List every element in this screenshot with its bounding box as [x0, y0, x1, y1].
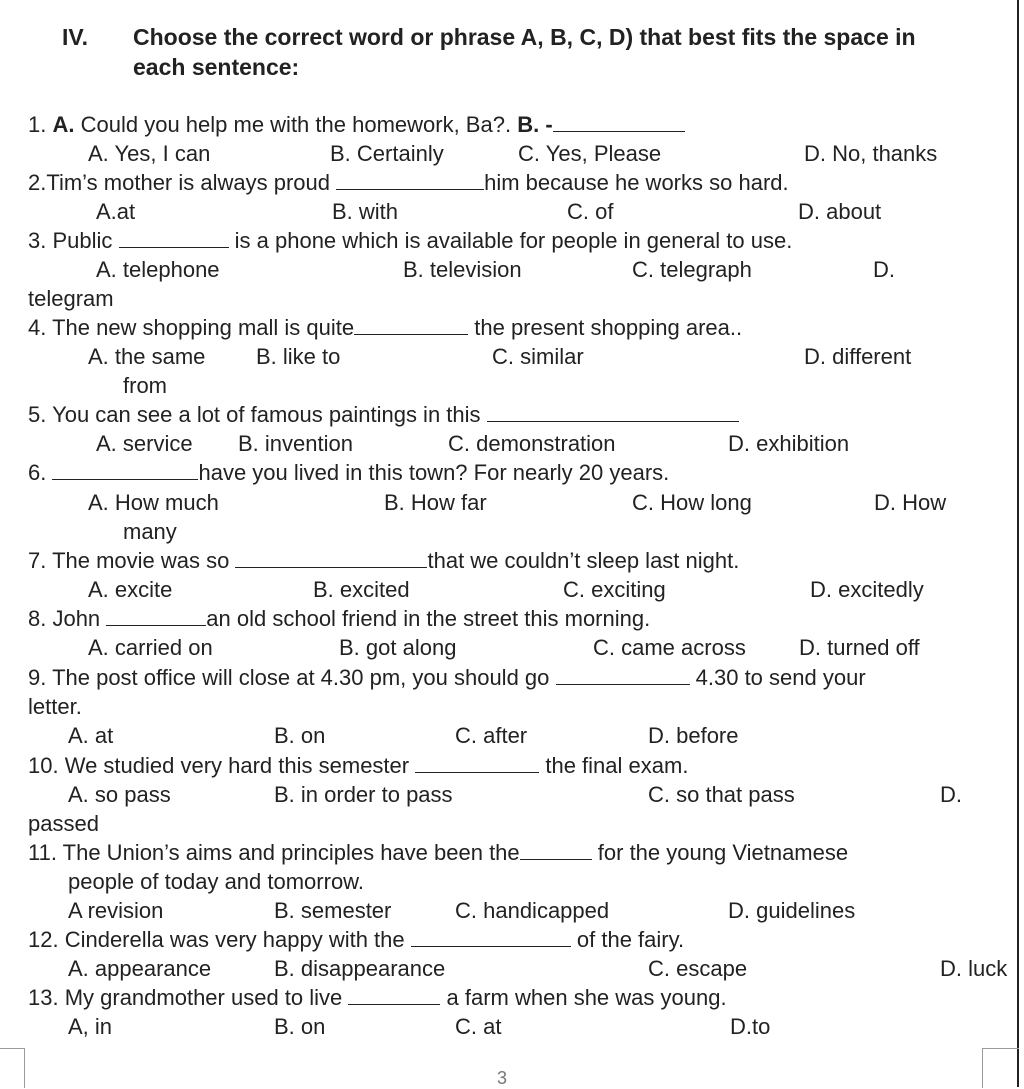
- option-a[interactable]: A. carried on: [88, 635, 213, 660]
- answer-blank[interactable]: [52, 461, 198, 480]
- option-a[interactable]: A. so pass: [68, 782, 171, 807]
- option-d[interactable]: D. turned off: [799, 635, 920, 660]
- question-7: 7. The movie was so that we couldn’t sleep last night.: [28, 548, 740, 573]
- option-d[interactable]: D. about: [798, 199, 882, 224]
- option-b[interactable]: B. like to: [256, 344, 341, 369]
- option-a[interactable]: A, in: [68, 1014, 113, 1039]
- option-c[interactable]: C. telegraph: [632, 257, 752, 282]
- section-instruction-line1: Choose the correct word or phrase A, B, C, D) that best fits the space in: [133, 24, 916, 50]
- option-d[interactable]: D. different: [804, 344, 912, 369]
- option-d[interactable]: D. luck: [940, 956, 1008, 981]
- option-b[interactable]: B. excited: [313, 577, 410, 602]
- option-b[interactable]: B. How far: [384, 490, 487, 515]
- option-a[interactable]: A. telephone: [96, 257, 220, 282]
- option-c[interactable]: C. so that pass: [648, 782, 795, 807]
- option-b[interactable]: B. on: [274, 723, 326, 748]
- question-9-continued: letter.: [28, 694, 82, 719]
- page-number: 3: [497, 1068, 508, 1088]
- answer-blank[interactable]: [106, 607, 206, 626]
- answer-blank[interactable]: [415, 754, 539, 773]
- option-c[interactable]: C. escape: [648, 956, 748, 981]
- option-d[interactable]: D. How: [874, 490, 947, 515]
- option-b[interactable]: B. semester: [274, 898, 392, 923]
- option-c[interactable]: C. exciting: [563, 577, 666, 602]
- option-c[interactable]: C. similar: [492, 344, 584, 369]
- option-d[interactable]: D.: [940, 782, 962, 807]
- option-a[interactable]: A. excite: [88, 577, 173, 602]
- question-1: 1. A. Could you help me with the homework, Ba?. B. -: [28, 112, 685, 138]
- option-d[interactable]: D. No, thanks: [804, 141, 938, 166]
- option-a[interactable]: A. How much: [88, 490, 219, 515]
- option-c[interactable]: C. handicapped: [455, 898, 610, 923]
- option-d-continued: many: [123, 519, 177, 544]
- option-a[interactable]: A. service: [96, 431, 193, 456]
- option-d[interactable]: D. guidelines: [728, 898, 856, 923]
- question-4: 4. The new shopping mall is quite the present shopping area..: [28, 315, 743, 340]
- question-12: 12. Cinderella was very happy with the of the fairy.: [28, 927, 685, 952]
- option-b[interactable]: B. invention: [238, 431, 353, 456]
- question-8: 8. John an old school friend in the street this morning.: [28, 606, 651, 631]
- question-11: 11. The Union’s aims and principles have been the for the young Vietnamese: [28, 840, 849, 865]
- option-c[interactable]: C. of: [567, 199, 614, 224]
- option-b[interactable]: B. got along: [339, 635, 457, 660]
- option-a[interactable]: A. Yes, I can: [88, 141, 211, 166]
- answer-blank[interactable]: [348, 986, 440, 1005]
- option-d-continued: from: [123, 373, 167, 398]
- question-9: 9. The post office will close at 4.30 pm, you should go 4.30 to send your: [28, 665, 866, 690]
- question-2: 2.Tim’s mother is always proud him because he works so hard.: [28, 170, 789, 195]
- answer-blank[interactable]: [235, 549, 427, 568]
- option-c[interactable]: C. Yes, Please: [518, 141, 662, 166]
- option-a[interactable]: A revision: [68, 898, 164, 923]
- option-a[interactable]: A. at: [68, 723, 114, 748]
- answer-blank[interactable]: [411, 928, 571, 947]
- option-b[interactable]: B. on: [274, 1014, 326, 1039]
- question-5: 5. You can see a lot of famous paintings in this: [28, 402, 739, 428]
- section-instruction-line2: each sentence:: [133, 54, 300, 80]
- option-c[interactable]: C. came across: [593, 635, 746, 660]
- option-d[interactable]: D. excitedly: [810, 577, 924, 602]
- option-a[interactable]: A. appearance: [68, 956, 212, 981]
- option-d[interactable]: D. exhibition: [728, 431, 850, 456]
- option-c[interactable]: C. at: [455, 1014, 502, 1039]
- answer-blank[interactable]: [119, 229, 229, 248]
- option-a[interactable]: A. the same: [88, 344, 206, 369]
- option-b[interactable]: B. with: [332, 199, 399, 224]
- page-edge-line: [1017, 0, 1019, 1087]
- question-6: 6. have you lived in this town? For nearly 20 years.: [28, 460, 670, 485]
- answer-blank[interactable]: [553, 113, 685, 132]
- question-11-continued: people of today and tomorrow.: [68, 869, 364, 894]
- answer-blank[interactable]: [354, 316, 468, 335]
- question-3: 3. Public is a phone which is available for people in general to use.: [28, 228, 793, 253]
- option-d-continued: passed: [28, 811, 99, 836]
- option-d[interactable]: D. before: [648, 723, 739, 748]
- option-c[interactable]: C. How long: [632, 490, 752, 515]
- option-c[interactable]: C. demonstration: [448, 431, 616, 456]
- answer-blank[interactable]: [336, 171, 484, 190]
- question-13: 13. My grandmother used to live a farm when she was young.: [28, 985, 727, 1010]
- option-b[interactable]: B. disappearance: [274, 956, 446, 981]
- option-b[interactable]: B. in order to pass: [274, 782, 453, 807]
- margin-corner-mark-right: [982, 1048, 1019, 1088]
- option-c[interactable]: C. after: [455, 723, 528, 748]
- margin-corner-mark-left: [0, 1048, 25, 1088]
- option-d[interactable]: D.to: [730, 1014, 771, 1039]
- option-d-continued: telegram: [28, 286, 114, 311]
- option-b[interactable]: B. Certainly: [330, 141, 444, 166]
- option-b[interactable]: B. television: [403, 257, 522, 282]
- section-numeral: IV.: [62, 24, 89, 50]
- option-a[interactable]: A.at: [96, 199, 136, 224]
- answer-blank[interactable]: [487, 403, 739, 422]
- option-d[interactable]: D.: [873, 257, 895, 282]
- answer-blank[interactable]: [556, 666, 690, 685]
- question-10: 10. We studied very hard this semester the final exam.: [28, 753, 689, 778]
- answer-blank[interactable]: [520, 841, 592, 860]
